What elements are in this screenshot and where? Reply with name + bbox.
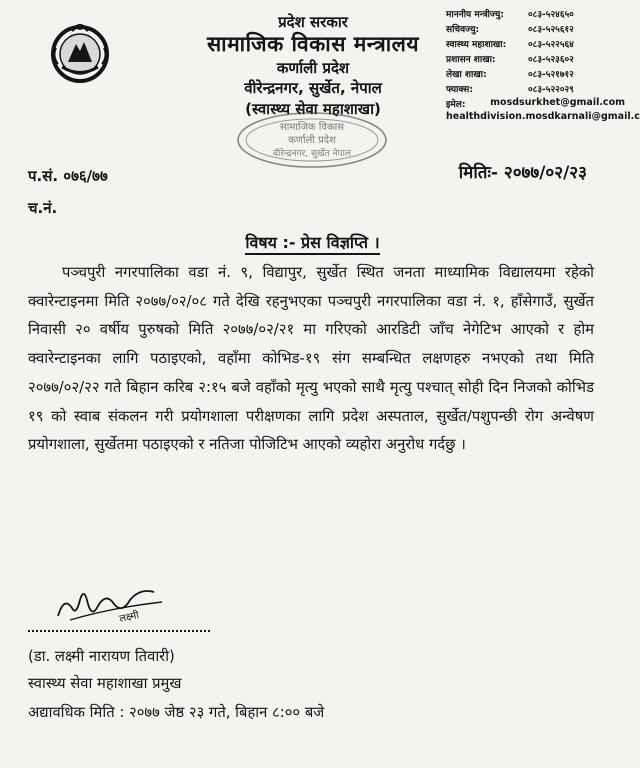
subject-line <box>0 231 625 253</box>
contact-row <box>446 51 625 66</box>
contact-row <box>446 6 625 21</box>
subject-text: विषय :- प्रेस विज्ञप्ति । <box>245 233 379 255</box>
address-heading: वीरेन्द्रनगर, सुर्खेत, नेपाल <box>244 79 382 97</box>
svg-text:सामाजिक विकास: सामाजिक विकास <box>280 122 344 133</box>
nepal-emblem-icon <box>46 18 114 86</box>
svg-text:वीरेन्द्रनगर, सुर्खेत नेपाल: वीरेन्द्रनगर, सुर्खेत नेपाल <box>272 149 352 159</box>
contact-phone: ०८३-५२३६०२ <box>528 55 574 65</box>
province-heading: कर्णाली प्रदेश <box>276 59 350 77</box>
contact-phone: ०८३-५२४६५० <box>528 10 574 20</box>
contact-row <box>446 66 625 81</box>
signatory-name: (डा. लक्ष्मी नारायण तिवारी) <box>28 648 175 665</box>
svg-text:कर्णाली प्रदेश: कर्णाली प्रदेश <box>288 135 336 146</box>
email-row <box>446 96 625 111</box>
signature-line <box>28 630 210 632</box>
updated-date: अद्यावधिक मिति : २०७७ जेष्ठ २३ गते, बिहान ८:०० बजे <box>28 704 325 721</box>
contact-label: फ्याक्स: <box>446 85 473 95</box>
body-paragraph: पञ्चपुरी नगरपालिका वडा नं. ९, विद्यापुर, सुर्खेत स्थित जनता माध्यामिक विद्यालयमा रहेको क्वारेन्टाइनमा मिति २०७७/०२/०८ गते देखि रहनुभएका पञ्चपुरी नगरपालिका वडा नं. १, हाँसेगाउँ, सुर्खेत निवासी २० वर्षीय पुरुषको मिति २०७७/०२/२१ मा गरिएको आरडिटी जाँच नेगेटिभ आएको र होम क्वारेन्टाइनका लागि पठाइएको, वहाँमा कोभिड-१९ संग सम्बन्धित लक्षणहरु नभएको तथा मिति २०७७/०२/२२ गते बिहान करिब २:१५ बजे वहाँको मृत्यु भएको साथै मृत्यु पश्चात् सोही दिन निजको कोभिड १९ को स्वाब संकलन गरी प्रयोगशाला परीक्षणका लागि प्रदेश अस्पताल, सुर्खेत/पशुपन्छी रोग अन्वेषण प्रयोगशाला, सुर्खेतमा पठाइएको र नतिजा पोजिटिभ आएको व्यहोरा अनुरोध गर्दछु । <box>28 264 594 454</box>
contact-phone: ०८३-५२२५६४ <box>528 40 574 50</box>
dispatch-number: च.नं. <box>28 199 58 217</box>
contact-label: लेखा शाखा: <box>446 70 487 80</box>
government-heading: प्रदेश सरकार <box>278 13 348 31</box>
handwritten-signature <box>50 578 170 628</box>
contact-phone: ०८३-५२५६१२ <box>528 25 574 35</box>
ministry-heading: सामाजिक विकास मन्त्रालय <box>206 32 420 56</box>
signatory-title: स्वास्थ्य सेवा महाशाखा प्रमुख <box>28 675 182 692</box>
letter-date: मितिः- २०७७/०२/२३ <box>458 163 587 183</box>
contact-row <box>446 36 625 51</box>
contact-label: स्वास्थ्य महाशाखा: <box>446 40 507 50</box>
contact-phone: ०८३-५२२०२९ <box>528 85 574 95</box>
contact-label: माननीय मन्त्रीज्यु: <box>446 10 504 20</box>
contact-phone: ०८३-५२१७१२ <box>528 70 574 80</box>
contact-label: प्रशासन शाखा: <box>446 55 496 65</box>
press-release-body <box>28 259 594 460</box>
reference-number: प.सं. ०७६/७७ <box>28 167 108 185</box>
primary-email: mosdsurkhet@gmail.com <box>490 97 625 108</box>
contact-label: सचिवज्यु: <box>446 25 480 35</box>
secondary-email: healthdivision.mosdkarnali@gmail.c <box>446 111 640 122</box>
office-stamp <box>232 108 392 172</box>
svg-text:लक्ष्मी: लक्ष्मी <box>118 610 141 625</box>
division-heading: (स्वास्थ्य सेवा महाशाखा) <box>245 100 381 118</box>
contact-row <box>446 81 625 96</box>
contact-list <box>446 6 640 124</box>
contact-row <box>446 21 625 36</box>
email-label: इमेल: <box>446 100 466 110</box>
